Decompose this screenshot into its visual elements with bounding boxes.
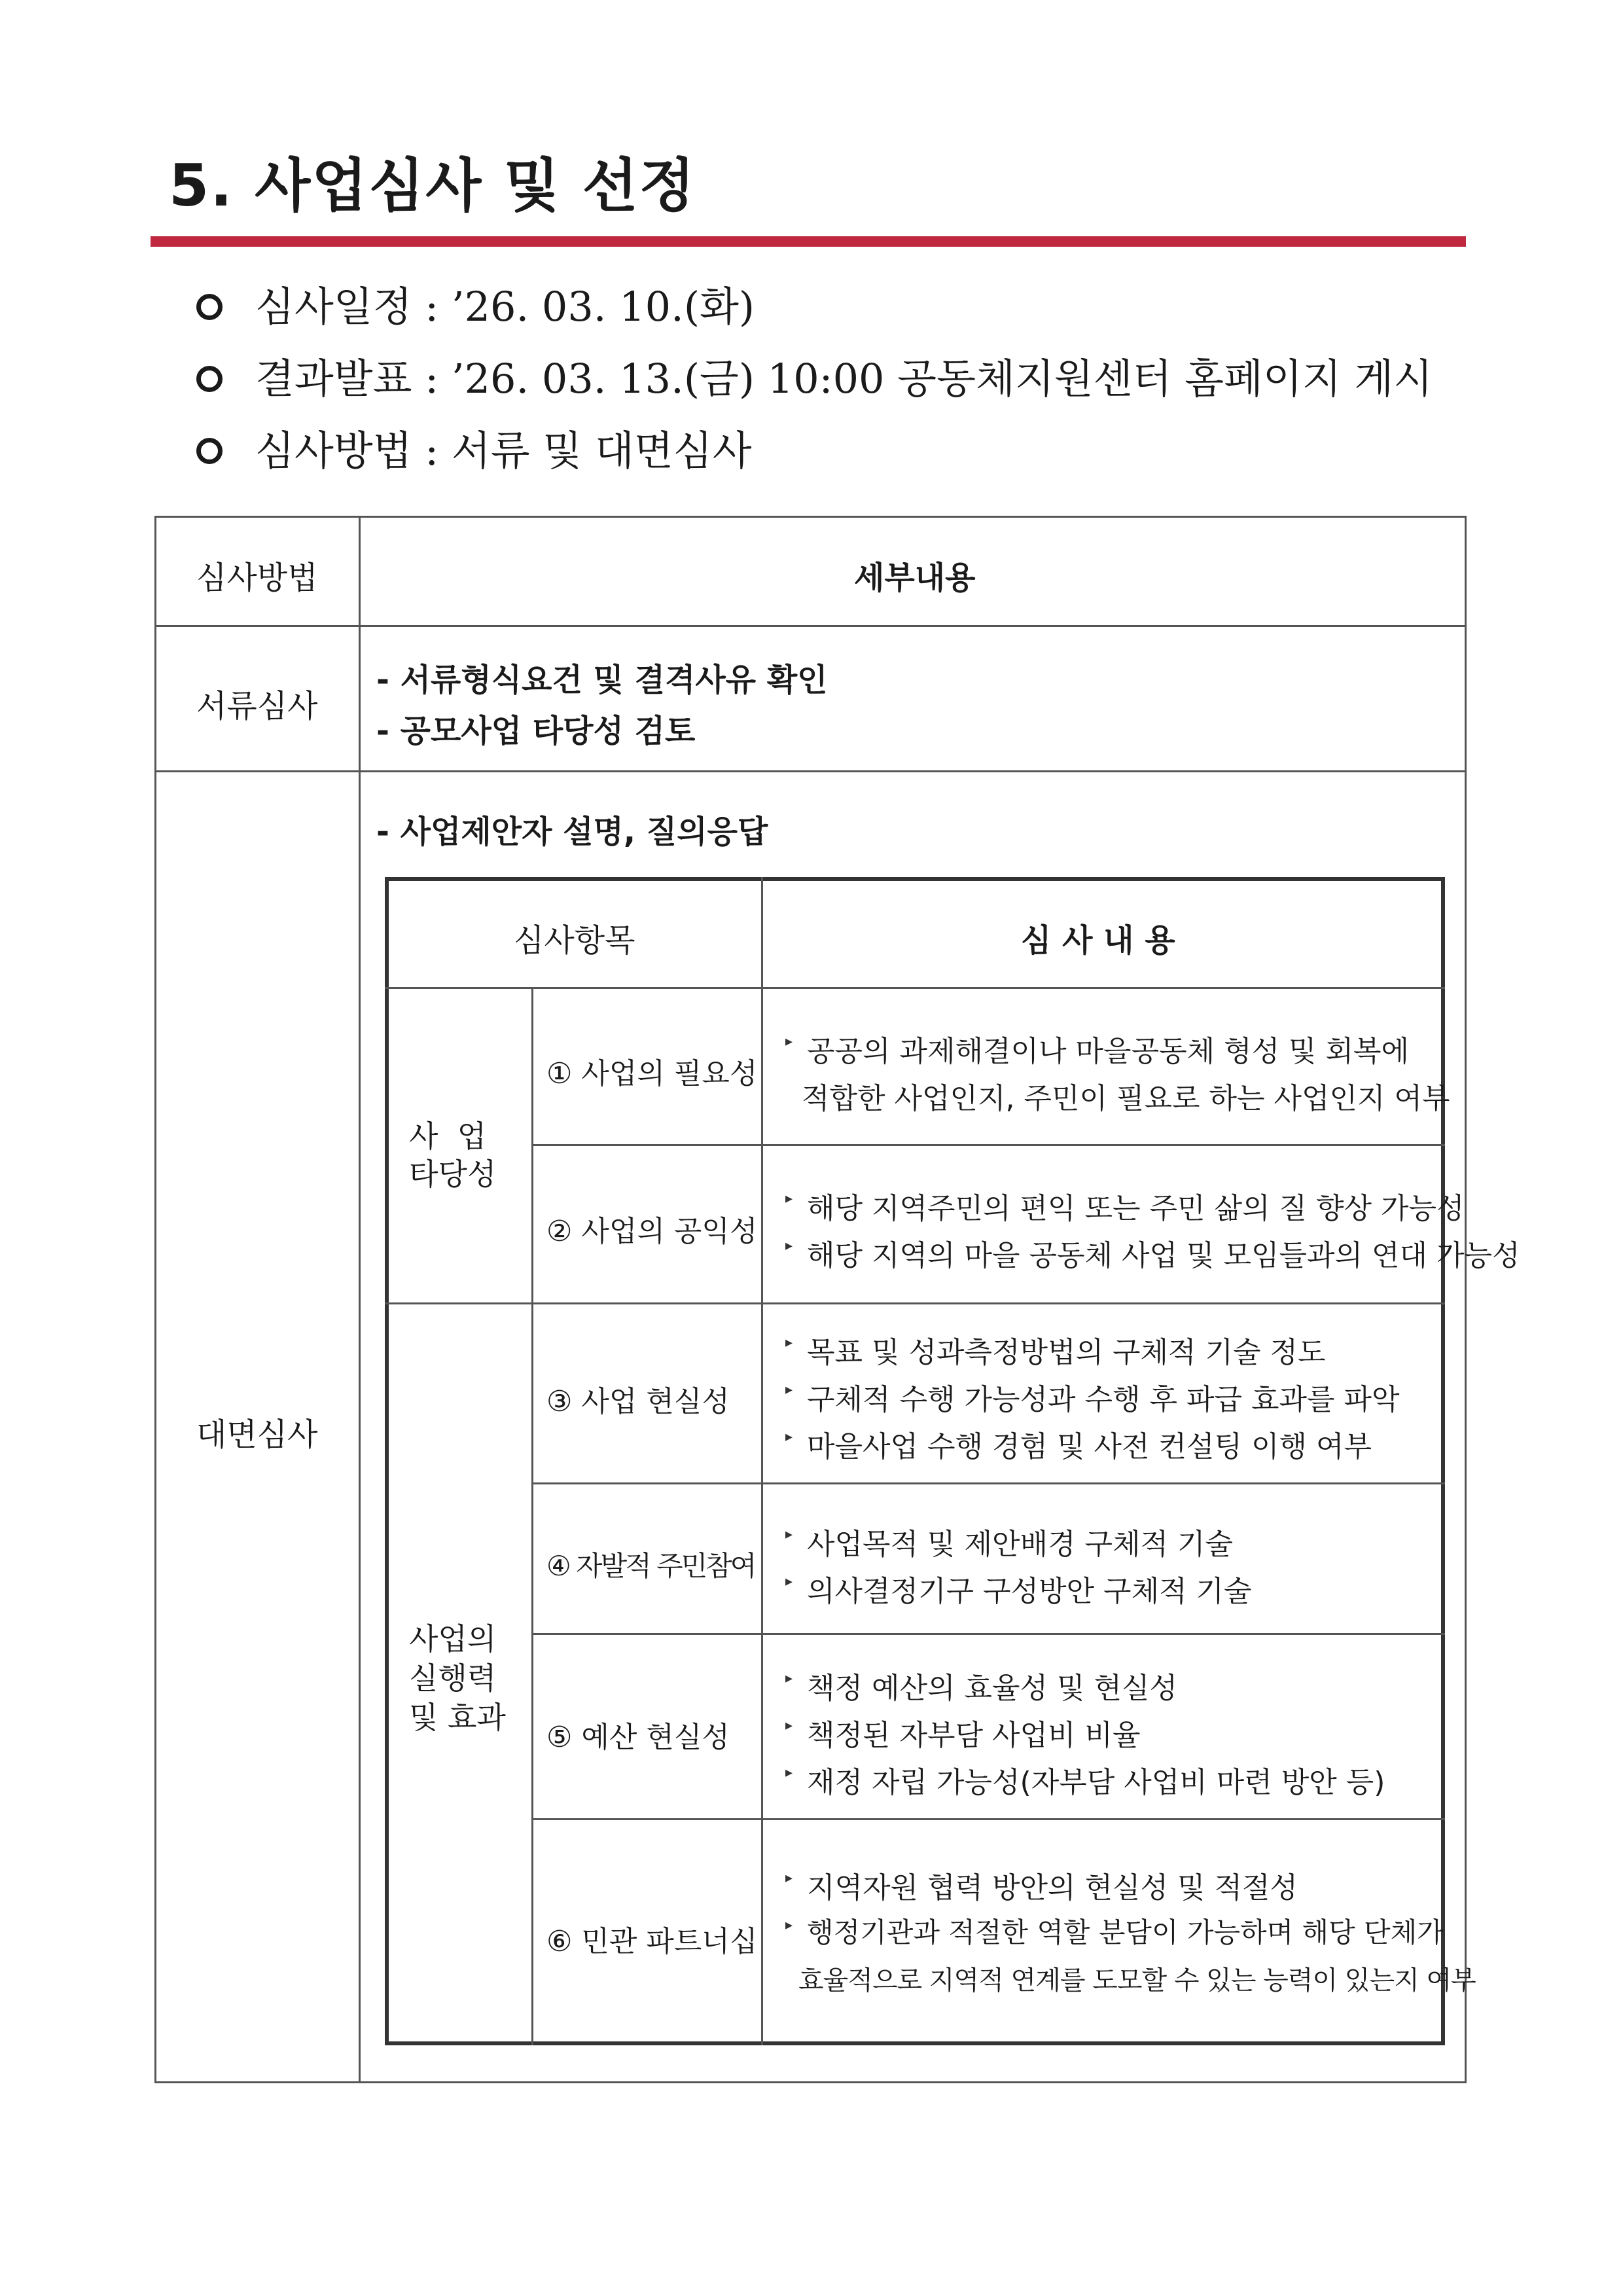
criteria-item: ④ 자발적 주민참여 [546, 1550, 755, 1582]
table-divider [359, 516, 361, 2083]
criteria-bullet-text: 목표 및 성과측정방법의 구체적 기술 정도 [807, 1336, 1326, 1369]
header-detail: 세부내용 [854, 560, 976, 596]
criteria-divider [531, 1144, 1445, 1146]
triangle-bullet-icon: ▸ [785, 1717, 793, 1734]
triangle-bullet-icon: ▸ [785, 1526, 793, 1543]
triangle-bullet-icon: ▸ [785, 1191, 793, 1207]
group-validity-label: 사 업 [409, 1119, 487, 1154]
criteria-divider [761, 877, 763, 2045]
circle-bullet-icon [196, 366, 223, 392]
triangle-bullet-icon: ▸ [785, 1870, 793, 1886]
group-execution-label: 실행력 [409, 1660, 497, 1696]
table-divider [154, 625, 1467, 627]
criteria-header-item: 심사항목 [514, 922, 635, 959]
circle-bullet-icon [196, 294, 223, 320]
section-heading: 5. 사업심사 및 선정 [169, 152, 696, 219]
criteria-bullet-text: 마을사업 수행 경험 및 사전 컨설팅 이행 여부 [807, 1430, 1372, 1463]
criteria-bullet-continuation [798, 1960, 1476, 1997]
criteria-divider [385, 987, 1445, 989]
triangle-bullet-icon: ▸ [785, 1765, 793, 1781]
interview-review-intro: - 사업제안자 설명, 질의응답 [376, 814, 768, 850]
criteria-bullet-text: 해당 지역주민의 편익 또는 주민 삶의 질 향상 가능성 [807, 1192, 1465, 1225]
criteria-header-content: 심 사 내 용 [1021, 922, 1175, 959]
info-result [196, 355, 1433, 403]
criteria-bullet-text: 재정 자립 가능성(자부담 사업비 마련 방안 등) [807, 1766, 1385, 1799]
document-review-item: - 공모사업 타당성 검토 [376, 713, 696, 749]
triangle-bullet-icon: ▸ [785, 1238, 793, 1254]
info-method [196, 427, 752, 475]
criteria-bullet-text: 책정 예산의 효율성 및 현실성 [807, 1672, 1178, 1705]
criteria-bullet [785, 1376, 1400, 1418]
criteria-item: ③ 사업 현실성 [546, 1385, 730, 1418]
document-review-label: 서류심사 [196, 688, 318, 725]
criteria-item: ② 사업의 공익성 [546, 1215, 758, 1248]
info-separator: : [412, 355, 452, 403]
criteria-bullet-text: 공공의 과제해결이나 마을공동체 형성 및 회복에 [807, 1035, 1410, 1068]
criteria-item: ① 사업의 필요성 [546, 1057, 758, 1090]
info-value: 서류 및 대면심사 [451, 427, 752, 475]
info-label: 심사방법 [255, 427, 412, 475]
criteria-bullet-text: 행정기관과 적절한 역할 분담이 가능하며 해당 단체가 [807, 1916, 1444, 1948]
info-separator: : [412, 283, 452, 331]
triangle-bullet-icon: ▸ [785, 1917, 793, 1933]
criteria-bullet [785, 1911, 1444, 1950]
criteria-divider [531, 1818, 1445, 1820]
criteria-bullet-continuation [802, 1075, 1450, 1117]
criteria-bullet-text: 구체적 수행 가능성과 수행 후 파급 효과를 파악 [807, 1383, 1400, 1416]
criteria-divider [531, 988, 533, 2045]
triangle-bullet-icon: ▸ [785, 1429, 793, 1445]
criteria-bullet [785, 1712, 1141, 1753]
group-execution-label: 사업의 [409, 1621, 497, 1657]
criteria-bullet [785, 1028, 1409, 1069]
criteria-bullet [785, 1232, 1520, 1274]
triangle-bullet-icon: ▸ [785, 1382, 793, 1398]
criteria-bullet [785, 1423, 1372, 1465]
triangle-bullet-icon: ▸ [785, 1335, 793, 1351]
table-divider [154, 770, 1467, 772]
criteria-bullet [785, 1329, 1326, 1371]
heading-underline [151, 236, 1466, 247]
document-review-item: - 서류형식요건 및 결격사유 확인 [376, 662, 828, 698]
triangle-bullet-icon: ▸ [785, 1670, 793, 1687]
circle-bullet-icon [196, 438, 223, 464]
criteria-bullet-text: 의사결정기구 구성방안 구체적 기술 [807, 1575, 1252, 1608]
criteria-bullet [785, 1759, 1385, 1801]
interview-review-label: 대면심사 [196, 1416, 318, 1453]
info-schedule [196, 283, 755, 331]
criteria-divider [531, 1482, 1445, 1484]
criteria-bullet [785, 1864, 1298, 1906]
criteria-bullet [785, 1568, 1252, 1609]
group-execution-label: 및 효과 [409, 1700, 506, 1735]
criteria-bullet-text: 효율적으로 지역적 연계를 도모할 수 있는 능력이 있는지 여부 [798, 1965, 1476, 1996]
info-separator: : [412, 427, 452, 475]
triangle-bullet-icon: ▸ [785, 1573, 793, 1590]
criteria-bullet-text: 해당 지역의 마을 공동체 사업 및 모임들과의 연대 가능성 [807, 1239, 1520, 1272]
criteria-bullet-text: 사업목적 및 제안배경 구체적 기술 [807, 1528, 1234, 1561]
group-validity-label: 타당성 [409, 1157, 497, 1192]
criteria-item: ⑥ 민관 파트너십 [546, 1925, 758, 1958]
criteria-bullet [785, 1185, 1465, 1227]
criteria-bullet-text: 지역자원 협력 방안의 현실성 및 적절성 [807, 1871, 1298, 1905]
criteria-bullet-text: 책정된 자부담 사업비 비율 [807, 1719, 1141, 1752]
criteria-bullet [785, 1520, 1233, 1562]
criteria-divider [385, 1302, 1445, 1304]
info-label: 결과발표 [255, 355, 412, 403]
criteria-divider [531, 1633, 1445, 1635]
triangle-bullet-icon: ▸ [785, 1033, 793, 1050]
criteria-bullet [785, 1664, 1177, 1706]
criteria-item: ⑤ 예산 현실성 [546, 1721, 730, 1754]
criteria-bullet-text: 적합한 사업인지, 주민이 필요로 하는 사업인지 여부 [802, 1082, 1450, 1115]
header-method: 심사방법 [196, 560, 318, 596]
info-value: ’26. 03. 10.(화) [451, 283, 755, 331]
info-label: 심사일정 [255, 283, 412, 331]
info-value: ’26. 03. 13.(금) 10:00 공동체지원센터 홈페이지 게시 [451, 355, 1433, 403]
